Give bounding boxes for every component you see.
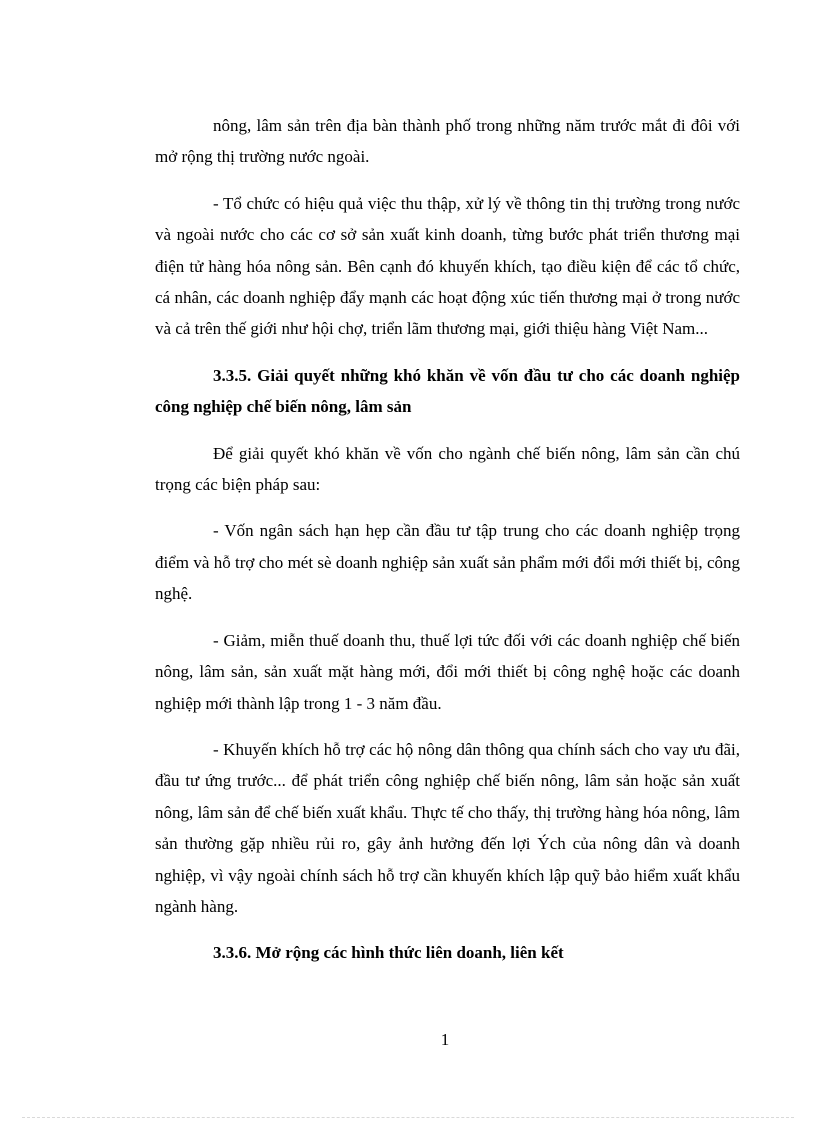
section-heading-3-3-5: 3.3.5. Giải quyết những khó khăn về vốn đầu tư cho các doanh nghiệp công nghiệp chế biến nông, lâm sản [155,365,740,417]
paragraph-continuation: nông, lâm sản trên địa bàn thành phố trong những năm trước mắt đi đôi với mở rộng thị trường nước ngoài. [155,116,740,167]
page-bottom-divider [22,1117,794,1118]
paragraph-tax-reduction: - Giảm, miễn thuế doanh thu, thuế lợi tức đối với các doanh nghiệp chế biến nông, lâm sản, sản xuất mặt hàng mới, đổi mới thiết bị công nghệ hoặc các doanh nghiệp mới thành lập trong 1 - 3 năm đầu. [155,630,740,713]
paragraph-capital-intro: Để giải quyết khó khăn về vốn cho ngành chế biến nông, lâm sản cần chú trọng các biện pháp sau: [155,443,740,495]
paragraph-farmer-support: - Khuyến khích hỗ trợ các hộ nông dân thông qua chính sách cho vay ưu đãi, đầu tư ứng trước... để phát triển công nghiệp chế biến nông, lâm sản hoặc sản xuất nông, lâm sản để chế biến xuất khẩu. Thực tế cho thấy, thị trường hàng hóa nông, lâm sản thường gặp nhiều rủi ro, gây ảnh hưởng đến lợi Ých của nông dân và doanh nghiệp, vì vậy ngoài chính sách hỗ trợ cần khuyến khích lập quỹ bảo hiểm xuất khẩu ngành hàng. [155,739,740,916]
paragraph-budget-capital: - Vốn ngân sách hạn hẹp cần đầu tư tập trung cho các doanh nghiệp trọng điểm và hỗ trợ cho mét sè doanh nghiệp sản xuất sản phẩm mới đổi mới thiết bị, công nghệ. [155,521,740,604]
document-body [155,110,740,984]
section-heading-3-3-6: 3.3.6. Mở rộng các hình thức liên doanh, liên kết [213,943,564,963]
paragraph-market-information: - Tổ chức có hiệu quả việc thu thập, xử lý về thông tin thị trường trong nước và ngoài nước cho các cơ sở sản xuất kinh doanh, từng bước phát triển thương mại điện tử hàng hóa nông sản. Bên cạnh đó khuyến khích, tạo điều kiện để các tổ chức, cá nhân, các doanh nghiệp đẩy mạnh các hoạt động xúc tiến thương mại ở trong nước và cả trên thế giới như hội chợ, triển lãm thương mại, giới thiệu hàng Việt Nam... [155,193,740,339]
page-number: 1 [440,1030,450,1049]
